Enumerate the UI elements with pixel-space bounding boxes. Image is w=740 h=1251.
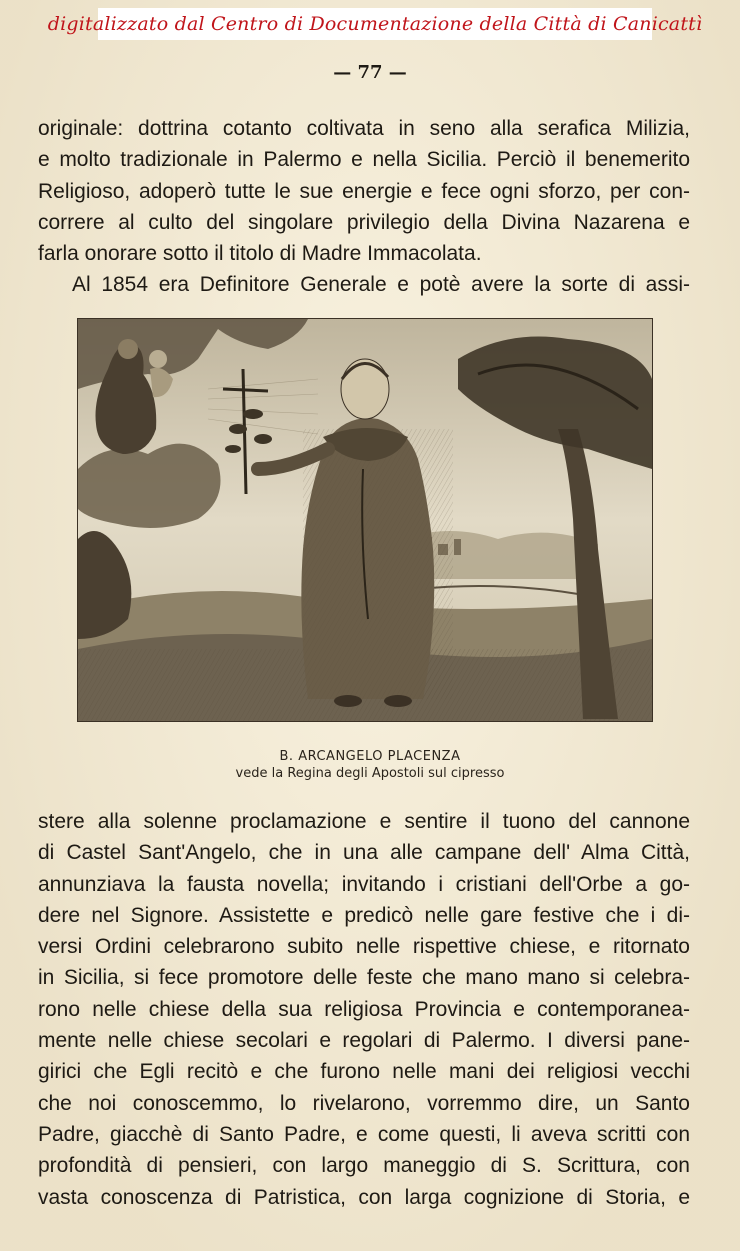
page-number: — 77 — — [333, 62, 407, 83]
text-line: originale: dottrina cotanto coltivata in seno alla serafica Milizia, — [38, 117, 690, 140]
text-line: Padre, giacchè di Santo Padre, e come questi, li aveva scritti con — [38, 1122, 690, 1146]
engraving-illustration — [77, 318, 653, 722]
text-line: e molto tradizionale in Palermo e nella Sicilia. Perciò il benemerito — [38, 148, 690, 172]
text-line: vasta conoscenza di Patristica, con larga cognizione di Storia, e — [38, 1185, 690, 1209]
caption-title: B. ARCANGELO PLACENZA — [279, 749, 461, 764]
text-line: di Castel Sant'Angelo, che in una alle campane dell' Alma Città, — [38, 841, 690, 865]
watermark-banner — [47, 8, 703, 40]
text-line: mente nelle chiese secolari e regolari di Palermo. I diversi pane- — [38, 1029, 690, 1053]
text-line: in Sicilia, si fece promotore delle feste che mano mano si celebra- — [38, 966, 690, 990]
text-line: Religioso, adoperò tutte le sue energie e fece ogni sforzo, per con- — [38, 179, 690, 203]
text-line: stere alla solenne proclamazione e sentire il tuono del cannone — [38, 810, 690, 833]
text-line: farla onorare sotto il titolo di Madre Immacolata. — [38, 242, 482, 266]
text-line: correre al culto del singolare privilegio della Divina Nazarena e — [38, 210, 690, 234]
text-line: Al 1854 era Definitore Generale e potè avere la sorte di assi- — [72, 273, 690, 297]
text-line: versi Ordini celebrarono subito nelle rispettive chiese, e ritornato — [38, 935, 690, 959]
text-line: rono nelle chiese della sua religiosa Provincia e contemporanea- — [38, 997, 690, 1021]
text-line: annunziava la fausta novella; invitando i cristiani dell'Orbe a go- — [38, 872, 690, 896]
text-line: girici che Egli recitò e che furono nelle mani dei religiosi vecchi — [38, 1060, 690, 1084]
paragraph-top — [38, 113, 690, 301]
engraving-drawing — [78, 319, 652, 721]
text-line: che noi conoscemmo, lo rivelarono, vorremmo dire, un Santo — [38, 1091, 690, 1115]
paragraph-bottom — [38, 806, 690, 1213]
caption-subtitle: vede la Regina degli Apostoli sul cipresso — [235, 766, 505, 781]
text-line: dere nel Signore. Assistette e predicò nelle gare festive che i di- — [38, 903, 690, 927]
watermark-text: digitalizzato dal Centro di Documentazione della Città di Canicattì — [47, 13, 703, 35]
text-line: profondità di pensieri, con largo maneggio di S. Scrittura, con — [38, 1154, 690, 1178]
